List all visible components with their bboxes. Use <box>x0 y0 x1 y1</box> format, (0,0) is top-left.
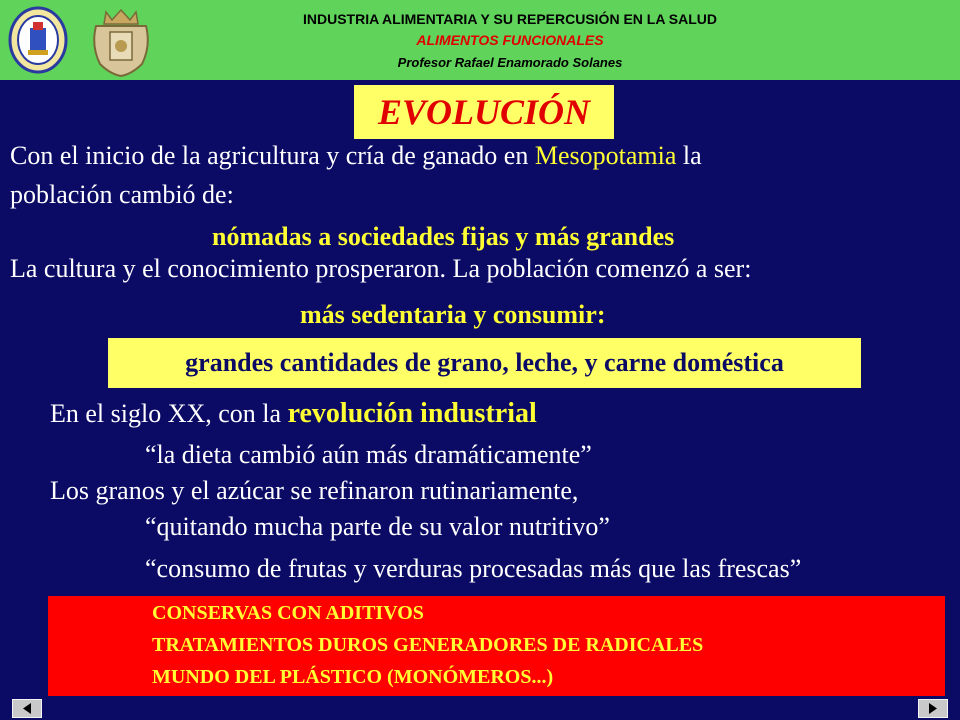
paragraph-culture: La cultura y el conocimiento prosperaron. La población comenzó a ser: <box>10 254 752 283</box>
slide-title: EVOLUCIÓN <box>354 85 614 139</box>
header-course-title: INDUSTRIA ALIMENTARIA Y SU REPERCUSIÓN EN LA SALUD <box>302 11 718 27</box>
warning-line-radicals: TRATAMIENTOS DUROS GENERADORES DE RADICALES <box>152 634 704 656</box>
paragraph-refined-grains: Los granos y el azúcar se refinaron rutinariamente, <box>50 476 579 505</box>
university-seal-logo <box>8 6 68 74</box>
paragraph-agriculture-text-b: la <box>676 141 702 170</box>
warning-line-additives: CONSERVAS CON ADITIVOS <box>152 602 424 624</box>
paragraph-agriculture-text-a: Con el inicio de la agricultura y cría de ganado en <box>10 141 535 170</box>
crest-logo <box>86 6 156 78</box>
paragraph-agriculture <box>10 141 702 171</box>
emphasis-sedentary: más sedentaria y consumir: <box>300 300 606 329</box>
paragraph-20th-century <box>50 398 537 430</box>
header-subtitle: ALIMENTOS FUNCIONALES <box>416 32 604 48</box>
warning-box <box>48 596 945 696</box>
paragraph-agriculture-line2: población cambió de: <box>10 180 234 209</box>
emphasis-nomads: nómadas a sociedades fijas y más grandes <box>212 222 675 251</box>
warning-line-plastics: MUNDO DEL PLÁSTICO (MONÓMEROS...) <box>152 666 554 688</box>
paragraph-20th-century-text: En el siglo XX, con la <box>50 399 288 428</box>
quote-nutritive-value: “quitando mucha parte de su valor nutritivo” <box>145 512 610 541</box>
header-band <box>0 0 960 80</box>
highlight-box-consumption: grandes cantidades de grano, leche, y carne doméstica <box>108 338 861 388</box>
quote-diet-changed: “la dieta cambió aún más dramáticamente” <box>145 440 592 469</box>
header-professor: Profesor Rafael Enamorado Solanes <box>397 55 623 70</box>
triangle-left-icon <box>13 700 41 717</box>
mesopotamia-highlight: Mesopotamia <box>534 141 677 170</box>
quote-processed-produce: “consumo de frutas y verduras procesadas más que las frescas” <box>145 554 802 583</box>
next-slide-button[interactable] <box>918 699 948 718</box>
previous-slide-button[interactable] <box>12 699 42 718</box>
triangle-right-icon <box>919 700 947 717</box>
industrial-revolution-highlight: revolución industrial <box>287 398 537 429</box>
